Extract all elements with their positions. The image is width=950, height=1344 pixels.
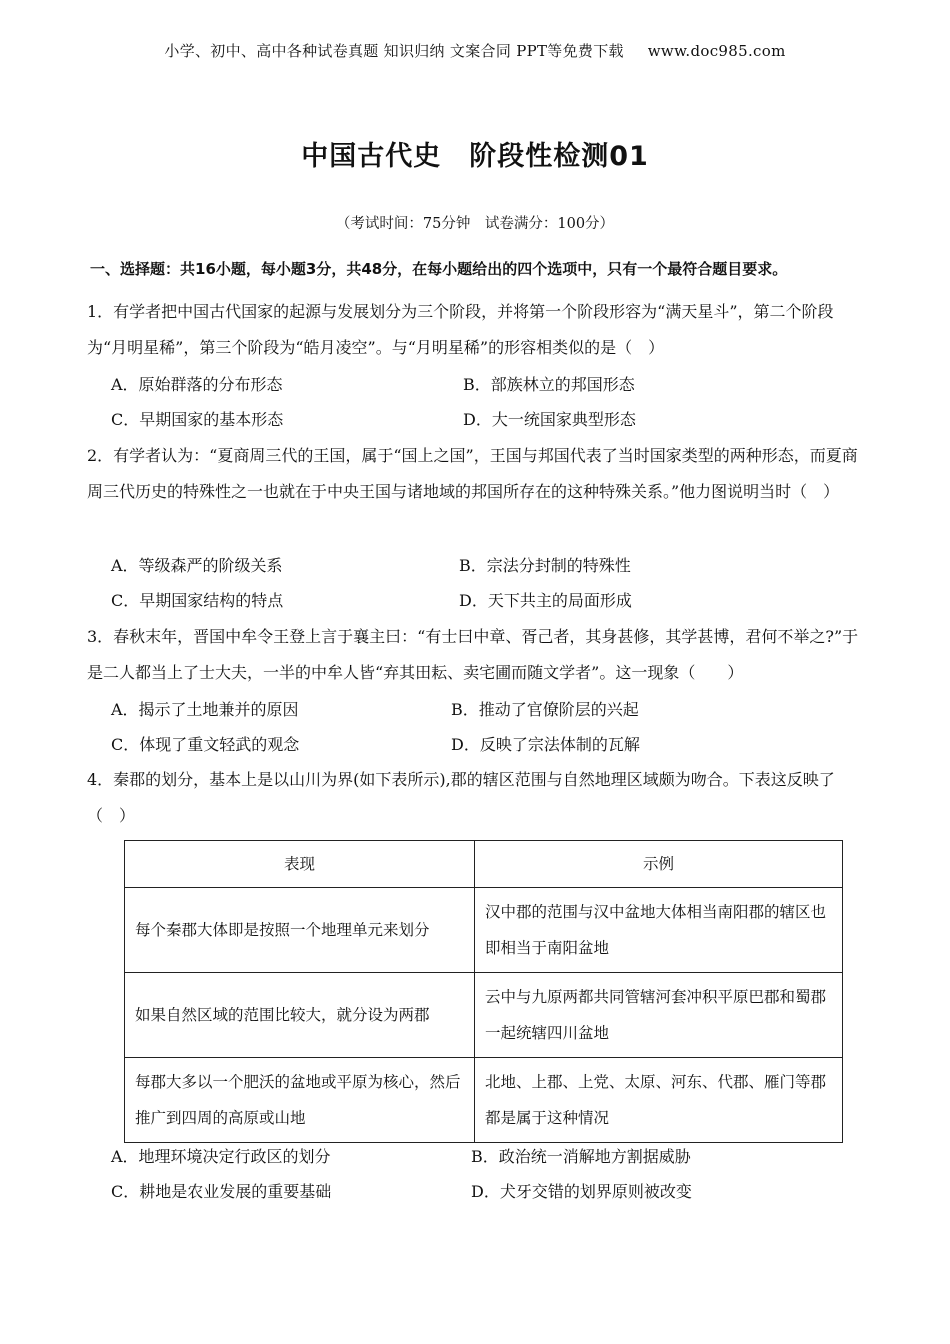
question-4-stem: 4．秦郡的划分，基本上是以山川为界(如下表所示),郡的辖区范围与自然地理区域颇为吻合。下表这反映了（ ） xyxy=(87,770,835,825)
option-b[interactable]: B．部族林立的邦国形态 xyxy=(463,375,635,394)
option-b[interactable]: B．推动了官僚阶层的兴起 xyxy=(451,700,639,719)
question-2-stem: 2．有学者认为：“夏商周三代的王国，属于“国上之国”，王国与邦国代表了当时国家类型的两种形态，而夏商周三代历史的特殊性之一也就在于中央王国与诸地域的邦国所存在的这种特殊关系。”他力图说明当时（ ） xyxy=(87,446,858,501)
page-header xyxy=(0,40,950,61)
section-heading: 一、选择题：共16小题，每小题3分，共48分，在每小题给出的四个选项中，只有一个最符合题目要求。 xyxy=(90,260,788,278)
option-c[interactable]: C．体现了重文轻武的观念 xyxy=(111,735,300,754)
table-cell: 北地、上郡、上党、太原、河东、代郡、雁门等郡都是属于这种情况 xyxy=(475,1058,843,1143)
question-2-options xyxy=(111,548,811,618)
option-d[interactable]: D．天下共主的局面形成 xyxy=(459,591,632,610)
table-header: 表现 xyxy=(125,841,475,888)
question-4-options xyxy=(111,1139,811,1209)
option-c[interactable]: C．耕地是农业发展的重要基础 xyxy=(111,1182,332,1201)
option-a[interactable]: A．原始群落的分布形态 xyxy=(111,375,283,394)
option-b[interactable]: B．宗法分封制的特殊性 xyxy=(459,556,631,575)
option-d[interactable]: D．大一统国家典型形态 xyxy=(463,410,636,429)
table-row xyxy=(125,973,843,1058)
option-a[interactable]: A．地理环境决定行政区的划分 xyxy=(111,1147,331,1166)
option-d[interactable]: D．反映了宗法体制的瓦解 xyxy=(451,735,640,754)
table-header: 示例 xyxy=(475,841,843,888)
option-c[interactable]: C．早期国家结构的特点 xyxy=(111,591,284,610)
table-row xyxy=(125,888,843,973)
table-cell: 汉中郡的范围与汉中盆地大体相当南阳郡的辖区也即相当于南阳盆地 xyxy=(475,888,843,973)
table-cell: 云中与九原两都共同管辖河套冲积平原巴郡和蜀郡一起统辖四川盆地 xyxy=(475,973,843,1058)
question-1-stem: 1．有学者把中国古代国家的起源与发展划分为三个阶段，并将第一个阶段形容为“满天星斗”，第二个阶段为“月明星稀”，第三个阶段为“皓月凌空”。与“月明星稀”的形容相类似的是（ ） xyxy=(87,302,834,357)
table-header-row xyxy=(125,841,843,888)
option-a[interactable]: A．揭示了土地兼并的原因 xyxy=(111,700,299,719)
table-cell: 如果自然区域的范围比较大，就分设为两郡 xyxy=(125,973,475,1058)
header-text: 小学、初中、高中各种试卷真题 知识归纳 文案合同 PPT等免费下载 xyxy=(164,42,624,60)
question-3-stem: 3．春秋末年，晋国中牟令王登上言于襄主曰：“有士曰中章、胥己者，其身甚修，其学甚博，君何不举之?”于是二人都当上了士大夫，一半的中牟人皆“弃其田耘、卖宅圃而随文学者”。这一现象（ ） xyxy=(87,627,859,682)
question-1-options xyxy=(111,367,811,437)
option-c[interactable]: C．早期国家的基本形态 xyxy=(111,410,284,429)
header-site-link[interactable]: www.doc985.com xyxy=(647,42,786,60)
question-4-table xyxy=(124,840,843,1143)
table-cell: 每郡大多以一个肥沃的盆地或平原为核心，然后推广到四周的高原或山地 xyxy=(125,1058,475,1143)
exam-info: （考试时间：75分钟 试卷满分：100分） xyxy=(335,216,615,232)
option-b[interactable]: B．政治统一消解地方割据威胁 xyxy=(471,1147,691,1166)
table-row xyxy=(125,1058,843,1143)
question-3-options xyxy=(111,692,811,762)
option-d[interactable]: D．犬牙交错的划界原则被改变 xyxy=(471,1182,692,1201)
option-a[interactable]: A．等级森严的阶级关系 xyxy=(111,556,283,575)
table-cell: 每个秦郡大体即是按照一个地理单元来划分 xyxy=(125,888,475,973)
page-title: 中国古代史 阶段性检测01 xyxy=(301,141,649,172)
